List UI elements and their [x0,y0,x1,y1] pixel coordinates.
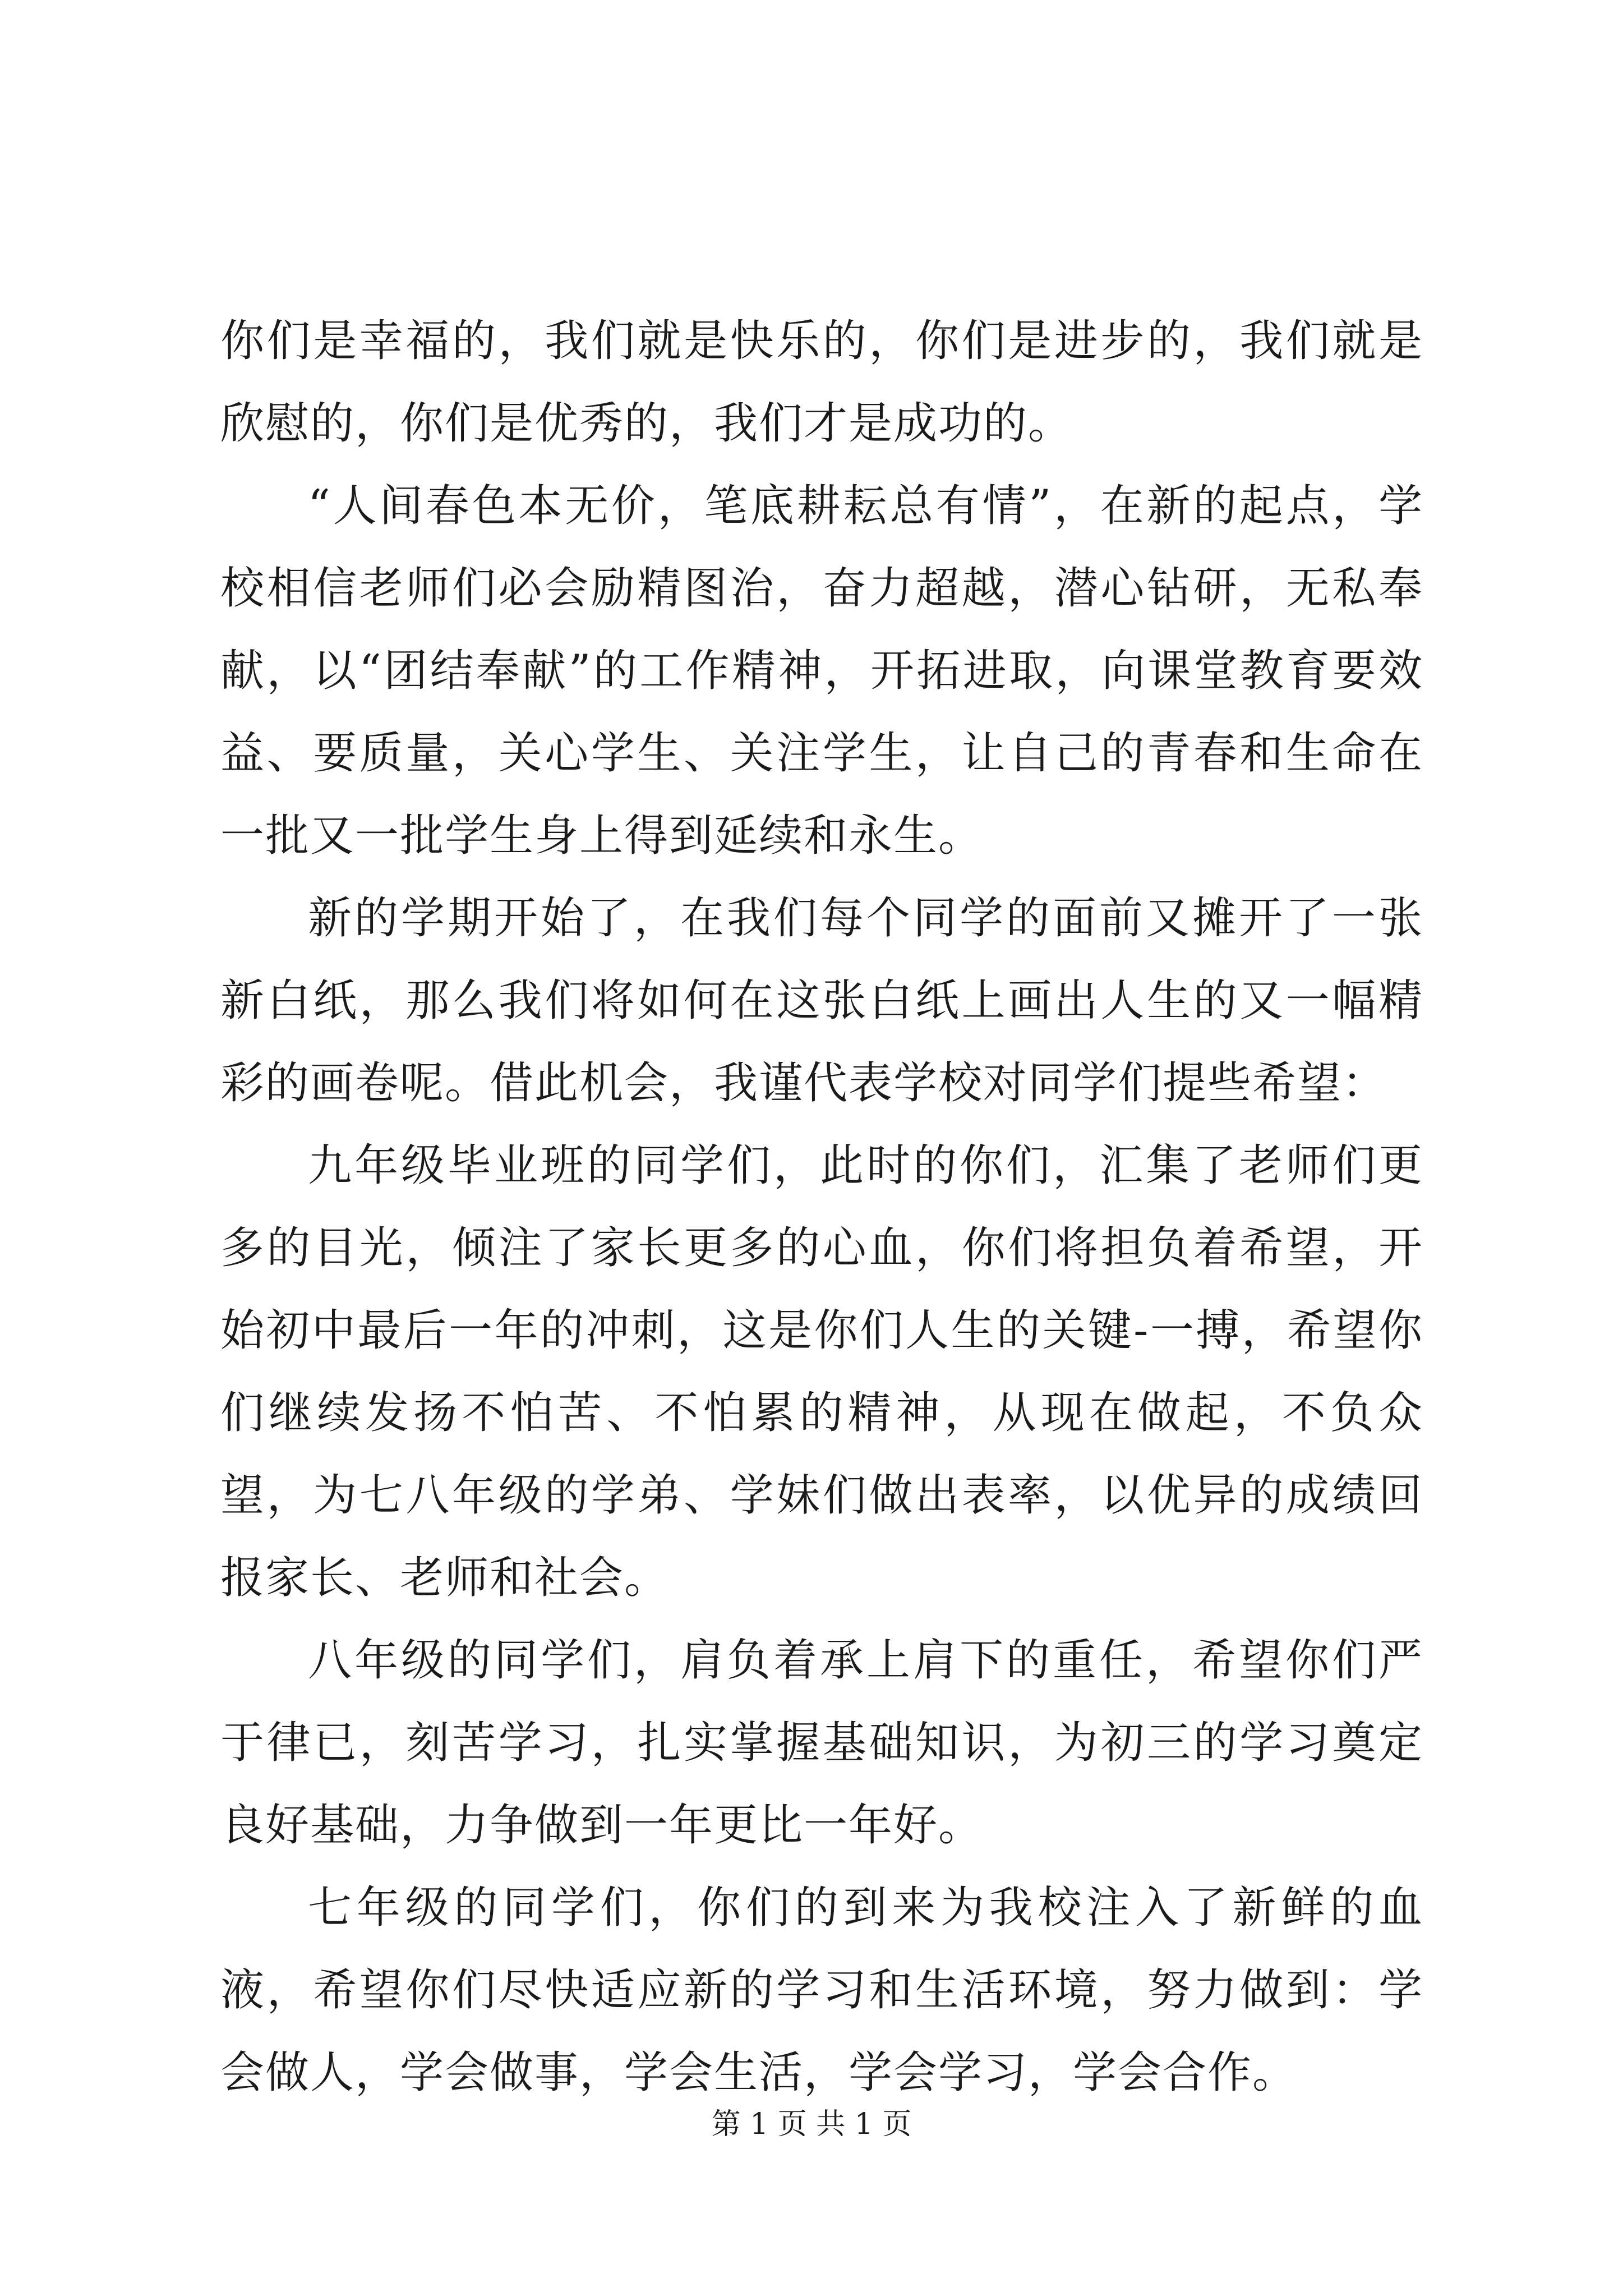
paragraph-5: 八年级的同学们，肩负着承上肩下的重任，希望你们严于律已，刻苦学习，扎实掌握基础知识，为初三的学习奠定良好基础，力争做到一年更比一年好。 [220,1635,1423,1851]
paragraph-6: 七年级的同学们，你们的到来为我校注入了新鲜的血液，希望你们尽快适应新的学习和生活环境，努力做到：学会做人，学会做事，学会生活，学会学习，学会合作。 [220,1883,1423,2098]
paragraph-3: 新的学期开始了，在我们每个同学的面前又摊开了一张新白纸，那么我们将如何在这张白纸上画出人生的又一幅精彩的画卷呢。借此机会，我谨代表学校对同学们提些希望： [220,893,1423,1108]
page-footer: 第 1 页 共 1 页 [711,2108,912,2141]
paragraph-2: “人间春色本无价，笔底耕耘总有情”，在新的起点，学校相信老师们必会励精图治，奋力超越，潜心钻研，无私奉献，以“团结奉献”的工作精神，开拓进取，向课堂教育要效益、要质量，关心学生、关注学生，让自己的青春和生命在一批又一批学生身上得到延续和永生。 [220,481,1423,861]
paragraph-4: 九年级毕业班的同学们，此时的你们，汇集了老师们更多的目光，倾注了家长更多的心血，你们将担负着希望，开始初中最后一年的冲刺，这是你们人生的关键-一搏，希望你们继续发扬不怕苦、不怕累的精神，从现在做起，不负众望，为七八年级的学弟、学妹们做出表率，以优异的成绩回报家长、老师和社会。 [220,1140,1423,1603]
document-body [220,300,1423,2114]
paragraph-1: 你们是幸福的，我们就是快乐的，你们是进步的，我们就是欣慰的，你们是优秀的，我们才是成功的。 [220,316,1423,449]
